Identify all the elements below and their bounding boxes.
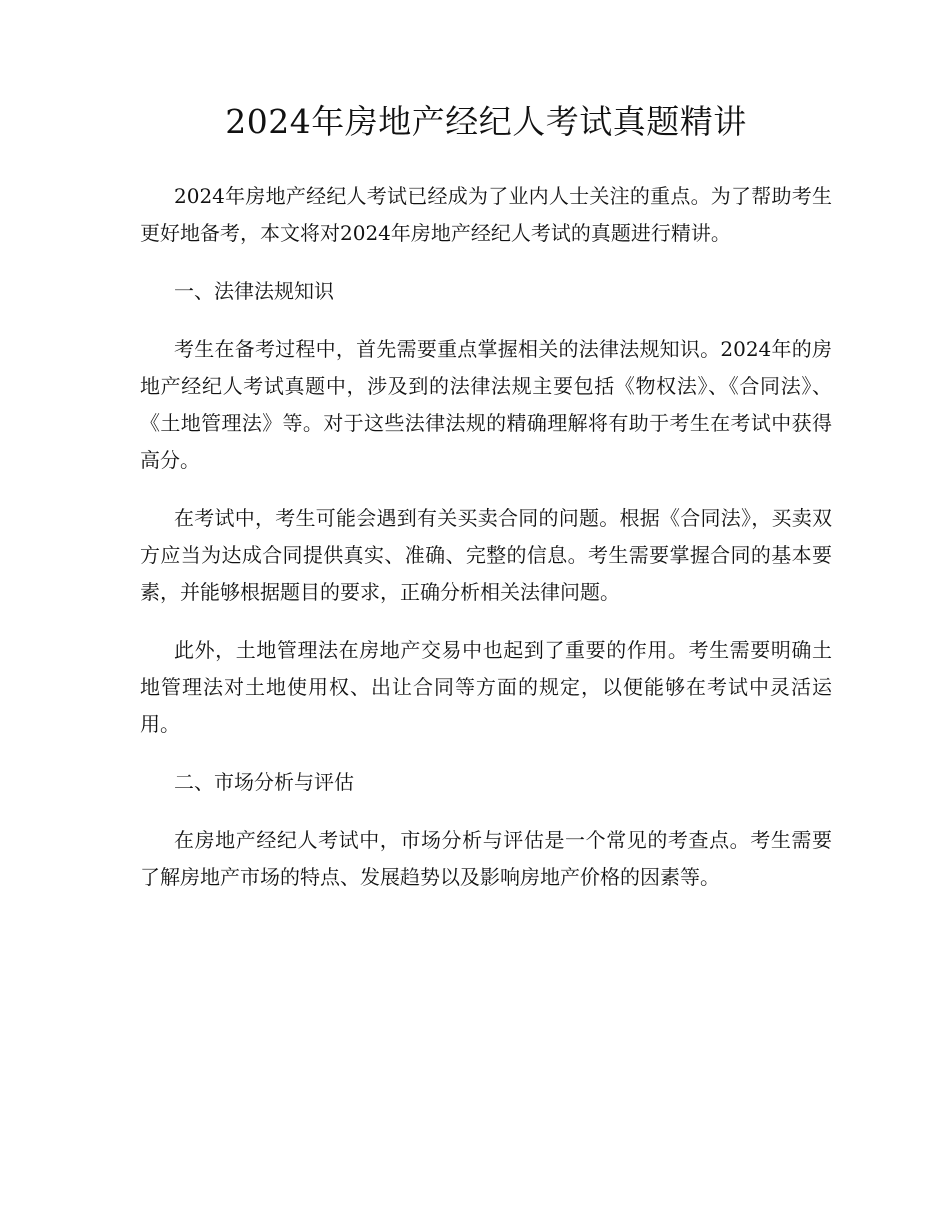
law-paragraph-1: 考生在备考过程中，首先需要重点掌握相关的法律法规知识。2024年的房地产经纪人考试真题中，涉及到的法律法规主要包括《物权法》、《合同法》、《土地管理法》等。对于这些法律法规的精确理解将有助于考生在考试中获得高分。 xyxy=(140,337,832,472)
market-paragraph-1: 在房地产经纪人考试中，市场分析与评估是一个常见的考查点。考生需要了解房地产市场的特点、发展趋势以及影响房地产价格的因素等。 xyxy=(140,828,832,889)
law-paragraph-3: 此外，土地管理法在房地产交易中也起到了重要的作用。考生需要明确土地管理法对土地使用权、出让合同等方面的规定，以便能够在考试中灵活运用。 xyxy=(140,638,832,736)
intro-paragraph: 2024年房地产经纪人考试已经成为了业内人士关注的重点。为了帮助考生更好地备考，本文将对2024年房地产经纪人考试的真题进行精讲。 xyxy=(140,184,832,245)
section-heading-law: 一、法律法规知识 xyxy=(174,279,334,303)
section-heading-market: 二、市场分析与评估 xyxy=(174,770,354,794)
law-paragraph-2: 在考试中，考生可能会遇到有关买卖合同的问题。根据《合同法》，买卖双方应当为达成合同提供真实、准确、完整的信息。考生需要掌握合同的基本要素，并能够根据题目的要求，正确分析相关法律问题。 xyxy=(140,506,832,604)
document-title: 2024年房地产经纪人考试真题精讲 xyxy=(225,102,747,141)
